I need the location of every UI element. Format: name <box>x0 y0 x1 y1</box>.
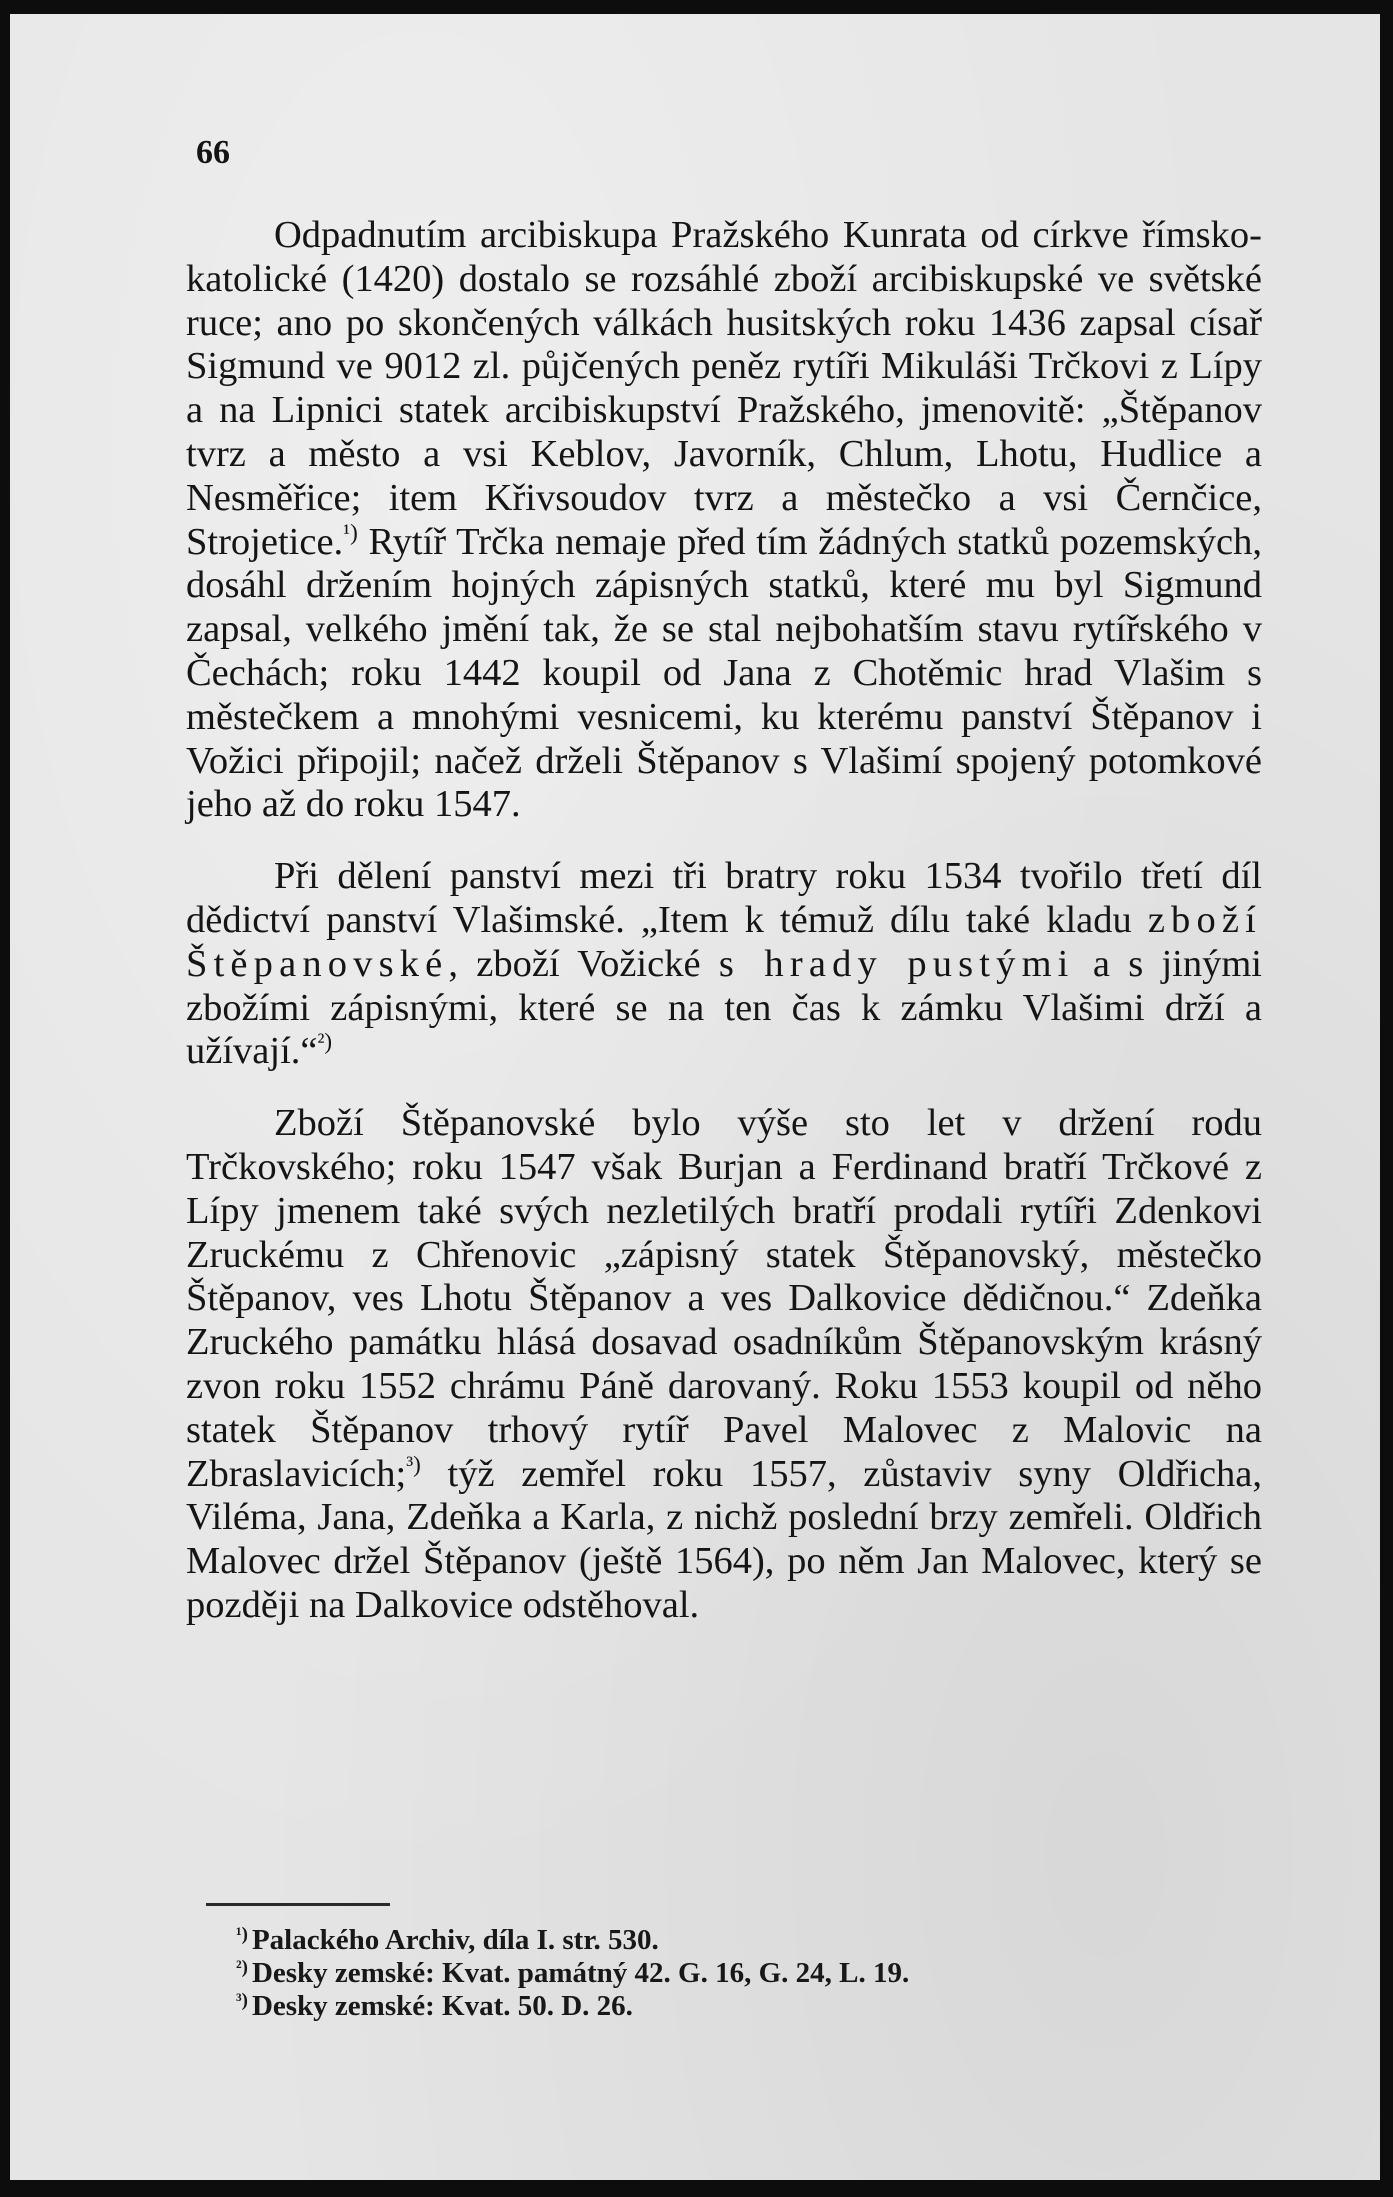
footnote-3 <box>236 1990 1246 2023</box>
footnote-ref-2: ²) <box>317 1028 333 1055</box>
paragraph-3-text-b: týž zemřel roku 1557, zůstaviv syny Oldřicha, Viléma, Jana, Zdeňka a Karla, z nichž poslední brzy zemřeli. Oldřich Malovec držel Štěpanov (ještě 1564), po něm Jan Malovec, který se později na Dalkovice odstěhoval. <box>186 1452 1262 1626</box>
book-page <box>10 14 1380 2180</box>
paragraph-2-text-b: , zboží Vožické <box>448 942 719 985</box>
paragraph-2 <box>186 855 1262 1074</box>
footnote-divider <box>206 1903 390 1906</box>
footnote-1-mark: ¹) <box>236 1923 248 1945</box>
footnotes <box>236 1924 1246 2023</box>
footnote-ref-3: ³) <box>406 1450 421 1477</box>
page-number: 66 <box>196 134 230 171</box>
paragraph-2-emphasis-2: s hrady pustými <box>718 942 1075 985</box>
paragraph-2-text-c: a s jinými zbožími zápisnými, které se na ten čas k zámku Vlašimi drží a užívají.“ <box>186 942 1262 1073</box>
paragraph-1-text-a: Odpadnutím arcibiskupa Pražského Kunrata od církve římsko-katolické (1420) dostalo se rozsáhlé zboží arcibiskupské ve světské ruce; ano po skončených válkách husitských roku 1436 zapsal císař Sigmund ve 9012 zl. půjčených peněz rytíři Mikuláši Trčkovi z Lípy a na Lipnici statek arcibiskupství Pražského, jmenovitě: „Štěpanov tvrz a město a vsi Keblov, Javorník, Chlum, Lhotu, Hudlice a Nesměřice; item Křivsoudov tvrz a městečko a vsi Černčice, Strojetice. <box>186 214 1262 563</box>
paragraph-2-emphasis-1: zboží Štěpanovské <box>186 898 1262 985</box>
paragraph-2-text-a: Při dělení panství mezi tři bratry roku 1534 tvořilo třetí díl dědictví panství Vlašimské. „Item k témuž dílu také kladu <box>186 855 1262 941</box>
paragraph-3-text-a: Zboží Štěpanovské bylo výše sto let v držení rodu Trčkovského; roku 1547 však Burjan a Ferdinand bratří Trčkové z Lípy jmenem také svých nezletilých bratří prodali rytíři Zdenkovi Zruckému z Chřenovic „zápisný statek Štěpanovský, městečko Štěpanov, ves Lhotu Štěpanov a ves Dalkovice dědičnou.“ Zdeňka Zruckého památku hlásá dosavad osadníkům Štěpanovským krásný zvon roku 1552 chrámu Páně darovaný. Roku 1553 koupil od něho statek Štěpanov trhový rytíř Pavel Malovec z Malovic na Zbraslavicích; <box>186 1102 1262 1495</box>
footnote-3-text: Desky zemské: Kvat. 50. D. 26. <box>251 1990 633 2022</box>
paragraph-1-text-b: Rytíř Trčka nemaje před tím žádných statků pozemských, dosáhl držením hojných zápisných statků, které mu byl Sigmund zapsal, velkého jmění tak, že se stal nejbohatším stavu rytířského v Čechách; roku 1442 koupil od Jana z Chotěmic hrad Vlašim s městečkem a mnohými vesnicemi, ku kterému panství Štěpanov i Vožici připojil; načež drželi Štěpanov s Vlašimí spojený potomkové jeho až do roku 1547. <box>186 520 1262 826</box>
paragraph-1 <box>186 214 1262 827</box>
footnote-3-mark: ³) <box>236 1989 248 2011</box>
body-text <box>186 214 1262 1628</box>
footnote-2 <box>236 1957 1246 1990</box>
paragraph-3 <box>186 1102 1262 1628</box>
footnote-2-text: Desky zemské: Kvat. památný 42. G. 16, G. 24, L. 19. <box>251 1957 910 1989</box>
footnote-ref-1: ¹) <box>343 518 358 545</box>
footnote-1-text: Palackého Archiv, díla I. str. 530. <box>251 1924 659 1956</box>
footnote-1 <box>236 1924 1246 1957</box>
footnote-2-mark: ²) <box>236 1956 248 1978</box>
